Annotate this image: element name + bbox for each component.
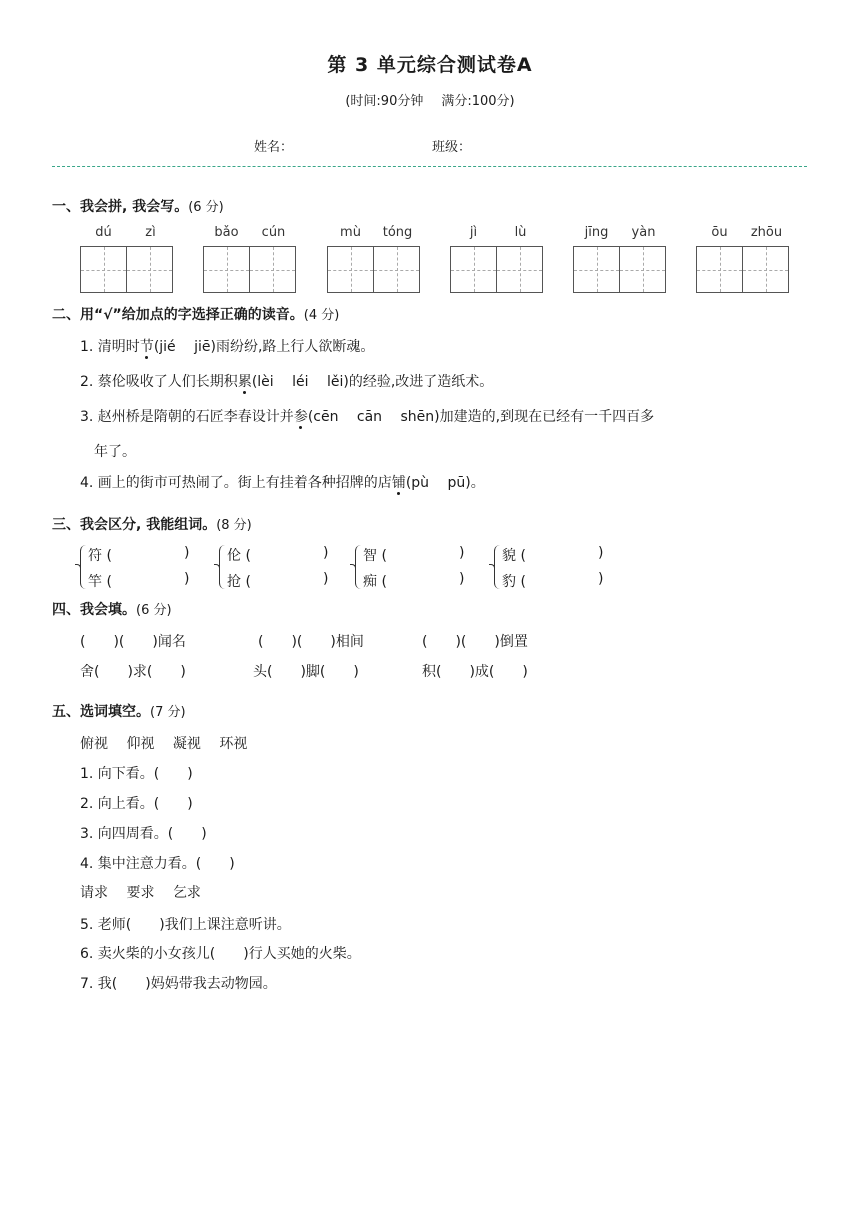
pinyin-syllable: jì [469, 225, 478, 240]
pinyin-syllable: ōu [711, 225, 728, 240]
dotted-character: 铺 [391, 475, 406, 491]
pinyin-syllable: dú [95, 225, 112, 240]
pinyin-syllable: bǎo [214, 225, 239, 240]
fill-question: 1. 向下看。( ) [80, 766, 193, 782]
pinyin-syllable: tóng [382, 225, 413, 240]
idiom-fill-item: ( )( )相间 [258, 634, 364, 650]
idiom-fill-item: 头( )脚( ) [253, 664, 359, 680]
fill-question: 6. 卖火柴的小女孩儿( )行人买她的火柴。 [80, 946, 361, 962]
pinyin-syllable: jīng [584, 225, 609, 240]
pinyin-syllable: zì [145, 225, 156, 240]
word-group: 符 ( ) 竿 ( ) [80, 543, 210, 593]
pinyin-syllable: mù [340, 225, 361, 240]
writing-cell[interactable] [573, 246, 620, 293]
section-2-heading: 二、用“√”给加点的字选择正确的读音。(4 分) [52, 307, 340, 323]
writing-cell[interactable] [620, 246, 666, 293]
word-group: 伦 ( ) 抢 ( ) [219, 543, 349, 593]
word-bank: 俯视 仰视 凝视 环视 [80, 736, 248, 752]
time-limit: (时间:90分钟 [345, 94, 424, 109]
character: 智 [363, 548, 377, 564]
fill-question: 5. 老师( )我们上课注意听讲。 [80, 917, 291, 933]
writing-cell[interactable] [80, 246, 127, 293]
page-title: 第 3 单元综合测试卷A [327, 54, 533, 76]
class-field-label: 班级： [432, 140, 472, 155]
character: 抢 [227, 574, 241, 590]
brace [219, 545, 225, 589]
brace [80, 545, 86, 589]
fill-question: 7. 我( )妈妈带我去动物园。 [80, 976, 277, 992]
dotted-character: 累 [237, 374, 252, 390]
section-3-heading: 三、我会区分, 我能组词。(8 分) [52, 517, 252, 533]
writing-cell[interactable] [327, 246, 374, 293]
pinyin-syllable: zhōu [750, 225, 783, 240]
idiom-fill-item: 积( )成( ) [422, 664, 528, 680]
writing-cell[interactable] [374, 246, 420, 293]
writing-cell[interactable] [497, 246, 543, 293]
pinyin-writing-pair [203, 225, 297, 293]
name-field-label: 姓名： [254, 140, 294, 155]
character: 竿 [88, 574, 102, 590]
writing-cell[interactable] [450, 246, 497, 293]
pinyin-writing-pair [696, 225, 790, 293]
reading-question-3: 3. 赵州桥是隋朝的石匠李春设计并参(cēn cān shēn)加建造的,到现在已经有一千四百多 [80, 409, 655, 425]
reading-question-3-continued: 年了。 [94, 444, 136, 460]
fill-question: 4. 集中注意力看。( ) [80, 856, 235, 872]
fill-question: 2. 向上看。( ) [80, 796, 193, 812]
fill-question: 3. 向四周看。( ) [80, 826, 207, 842]
reading-question-1: 1. 清明时节(jié jiē)雨纷纷,路上行人欲断魂。 [80, 339, 375, 355]
word-bank: 请求 要求 乞求 [80, 885, 201, 901]
writing-cell[interactable] [696, 246, 743, 293]
character: 豹 [502, 574, 516, 590]
dotted-character: 参 [293, 409, 308, 425]
section-1-heading: 一、我会拼, 我会写。(6 分) [52, 199, 224, 215]
dashed-divider [52, 166, 807, 167]
time-score-line [0, 90, 860, 109]
pinyin-writing-pair [573, 225, 667, 293]
writing-cell[interactable] [250, 246, 296, 293]
full-score: 满分:100分) [441, 94, 515, 109]
character: 符 [88, 548, 102, 564]
reading-question-2: 2. 蔡伦吸收了人们长期积累(lèi léi lěi)的经验,改进了造纸术。 [80, 374, 494, 390]
brace [494, 545, 500, 589]
pinyin-syllable: lù [514, 225, 527, 240]
character: 痴 [363, 574, 377, 590]
pinyin-syllable: cún [261, 225, 286, 240]
pinyin-writing-pair [450, 225, 544, 293]
idiom-fill-item: ( )( )倒置 [422, 634, 528, 650]
writing-cell[interactable] [743, 246, 789, 293]
character: 伦 [227, 548, 241, 564]
dotted-character: 节 [139, 339, 154, 355]
writing-cell[interactable] [127, 246, 173, 293]
idiom-fill-item: 舍( )求( ) [80, 664, 186, 680]
pinyin-writing-pair [80, 225, 174, 293]
reading-question-4: 4. 画上的街市可热闹了。街上有挂着各种招牌的店铺(pù pū)。 [80, 475, 485, 491]
section-5-heading: 五、选词填空。(7 分) [52, 704, 186, 720]
pinyin-syllable: yàn [631, 225, 656, 240]
idiom-fill-item: ( )( )闻名 [80, 634, 186, 650]
writing-cell[interactable] [203, 246, 250, 293]
word-group: 智 ( ) 痴 ( ) [355, 543, 485, 593]
word-group: 貌 ( ) 豹 ( ) [494, 543, 624, 593]
character: 貌 [502, 548, 516, 564]
pinyin-writing-pair [327, 225, 421, 293]
section-4-heading: 四、我会填。(6 分) [52, 602, 172, 618]
brace [355, 545, 361, 589]
